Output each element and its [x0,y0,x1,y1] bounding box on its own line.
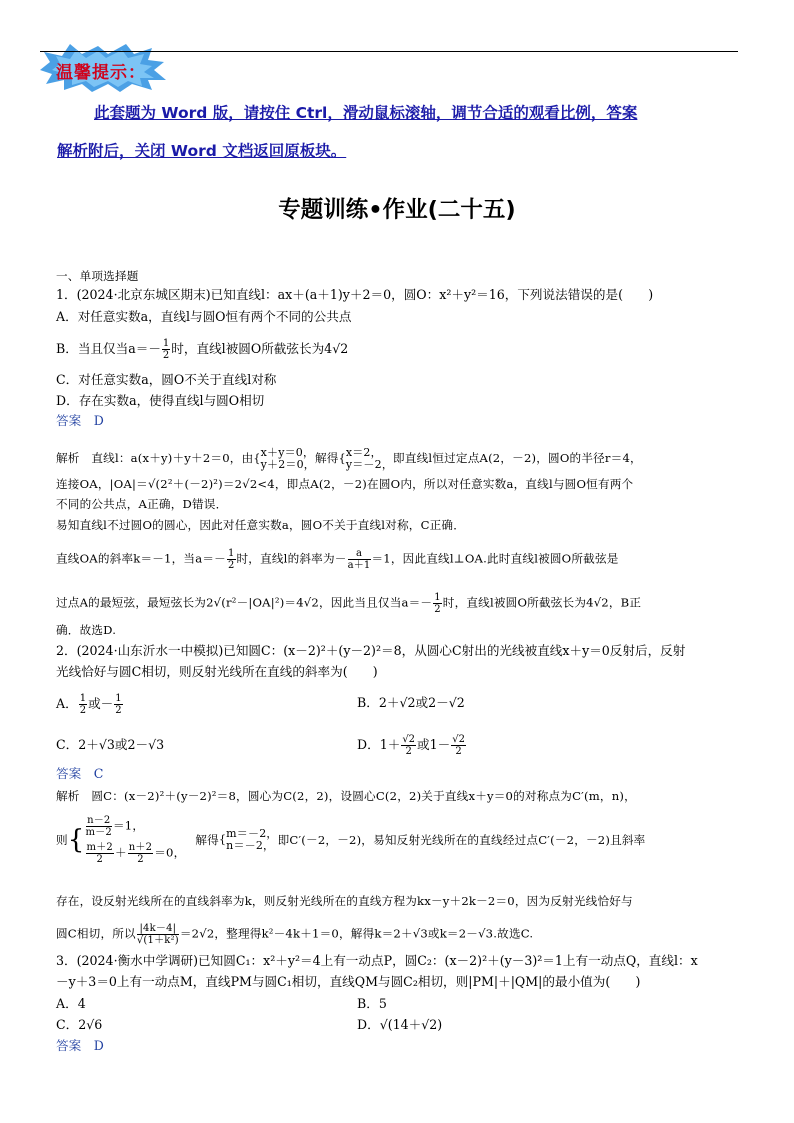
q2-option-a: A． $\frac{1}{2}$ 或－ $\frac{1}{2}$ [56,693,122,716]
fraction: $\frac{1}{2}$ [162,338,170,361]
equation-system: $\frac{n-2}{m-2}$ ＝1， $\frac{m+2}{2}$ ＋ $\frac{n+2}{2}$ ＝0， [85,815,186,865]
q2-explain-4: 圆C相切，所以 $\frac{|4k-4|}{\text{√(1＋k²)}}$ ＝2√2，整理得k²－4k＋1＝0，解得k＝2＋√3或k＝2－√3.故选C. [56,923,534,946]
q1-stem: 1．(2024·北京东城区期末)已知直线l：ax＋(a＋1)y＋2＝0，圆O：x²＋y²＝16，下列说法错误的是( ) [56,287,654,302]
page-title: 专题训练•作业(二十五) [278,197,516,223]
fraction: $\frac{1}{2}$ [227,548,235,571]
solution-system: { x＝2， y＝－2， [338,446,394,471]
q2-explain-1: 解析 圆C：(x－2)²＋(y－2)²＝8，圆心为C(2，2)，设圆心C(2，2)关于直线x＋y＝0的对称点为C′(m，n)， [56,789,636,803]
q2-stem-1: 2．(2024·山东沂水一中模拟)已知圆C：(x－2)²＋(y－2)²＝8，从圆心C射出的光线被直线x＋y＝0反射后，反射 [56,643,686,658]
fraction: $\frac{a}{a+1}$ [347,548,371,571]
q3-answer: 答案 D [56,1038,104,1053]
header-rule [40,51,738,52]
notice-line-2[interactable]: 解析附后，关闭 Word 文档返回原板块。 [57,142,347,160]
q1-explain-5: 直线OA的斜率k＝－1，当a＝－ $\frac{1}{2}$ 时，直线l的斜率为－ $\frac{a}{a+1}$ ＝1，因此直线l⊥OA.此时直线l被圆O所截弦是 [56,548,619,571]
q1-answer: 答案 D [56,413,104,428]
q1-explain-7: 确．故选D. [56,623,117,637]
solution-system: { m＝－2， n＝－2， [218,827,278,852]
q1-explain-1: 解析 直线l：a(x＋y)＋y＋2＝0，由{ x＋y＝0， y＋2＝0， 解得{ x＝2， y＝－2， 即直线l恒过定点A(2，－2)，圆O的半径r＝4， [56,446,642,471]
q1-option-b [56,338,348,361]
fraction: $\frac{1}{2}$ [434,592,441,615]
q2-answer: 答案 C [56,766,104,781]
section-heading: 一、单项选择题 [56,269,139,283]
q1-option-a: A．对任意实数a，直线l与圆O恒有两个不同的公共点 [56,309,352,324]
q1-option-b-pre: B．当且仅当a＝－ [56,341,161,356]
q1-explain-3: 不同的公共点，A正确，D错误． [56,497,228,511]
q1-explain-4: 易知直线l不过圆O的圆心，因此对任意实数a，圆O不关于直线l对称，C正确． [56,518,466,532]
fraction: $\frac{1}{2}$ [115,693,122,716]
q3-option-b: B．5 [357,996,387,1011]
q2-explain-3: 存在，设反射光线所在的直线斜率为k，则反射光线所在的直线方程为kx－y＋2k－2＝0，因为反射光线恰好与 [56,894,633,908]
q1-option-c: C．对任意实数a，圆O不关于直线l对称 [56,372,277,387]
q1-explain-6: 过点A的最短弦，最短弦长为2√(r²－|OA|²)＝4√2，因此当且仅当a＝－ $\frac{1}{2}$ 时，直线l被圆O所截弦长为4√2，B正 [56,592,642,615]
q3-option-c: C．2√6 [56,1017,103,1032]
fraction: $\frac{|4k-4|}{\text{√(1＋k²)}}$ [136,923,179,946]
q3-stem-2: －y＋3＝0上有一动点M，直线PM与圆C₁相切，直线QM与圆C₂相切，则|PM|＋|QM|的最小值为( ) [56,974,641,989]
q2-explain-2: 则{ $\frac{n-2}{m-2}$ ＝1， $\frac{m+2}{2}$ ＋ $\frac{n+2}{2}$ ＝0， 解得{ m＝－2， n＝－2， 即C′(－2，－2)，易知反射光线所在的直线经过点C′(－2，－2)且斜率 [56,815,646,865]
q1-option-b-post: 时，直线l被圆O所截弦长为4√2 [171,341,349,356]
q3-stem-1: 3．(2024·衡水中学调研)已知圆C₁：x²＋y²＝4上有一动点P，圆C₂：(x－2)²＋(y－3)²＝1上有一动点Q，直线l：x [56,953,698,968]
q2-stem-2: 光线恰好与圆C相切，则反射光线所在直线的斜率为( ) [56,664,378,679]
q1-explain-2: 连接OA，|OA|＝√(2²＋(－2)²)＝2√2<4，即点A(2，－2)在圆O内，所以对任意实数a，直线l与圆O恒有两个 [56,477,634,491]
fraction: $\frac{√2}{2}$ [402,734,416,757]
q3-option-d: D．√(14＋√2) [357,1017,443,1032]
tip-title: 温馨提示： [56,63,146,83]
q2-option-d: D．1＋ $\frac{√2}{2}$ 或1－ $\frac{√2}{2}$ [357,734,465,757]
q2-option-b: B．2＋√2或2－√2 [357,695,465,710]
equation-system: { x＋y＝0， y＋2＝0， [253,446,316,471]
q1-option-d: D．存在实数a，使得直线l与圆O相切 [56,393,265,408]
fraction: $\frac{1}{2}$ [79,693,87,716]
q2-option-c: C．2＋√3或2－√3 [56,737,165,752]
notice-line-1[interactable]: 此套题为 Word 版，请按住 Ctrl，滑动鼠标滚轴，调节合适的观看比例，答案 [94,104,638,122]
q3-option-a: A．4 [56,996,86,1011]
fraction: $\frac{√2}{2}$ [452,734,465,757]
